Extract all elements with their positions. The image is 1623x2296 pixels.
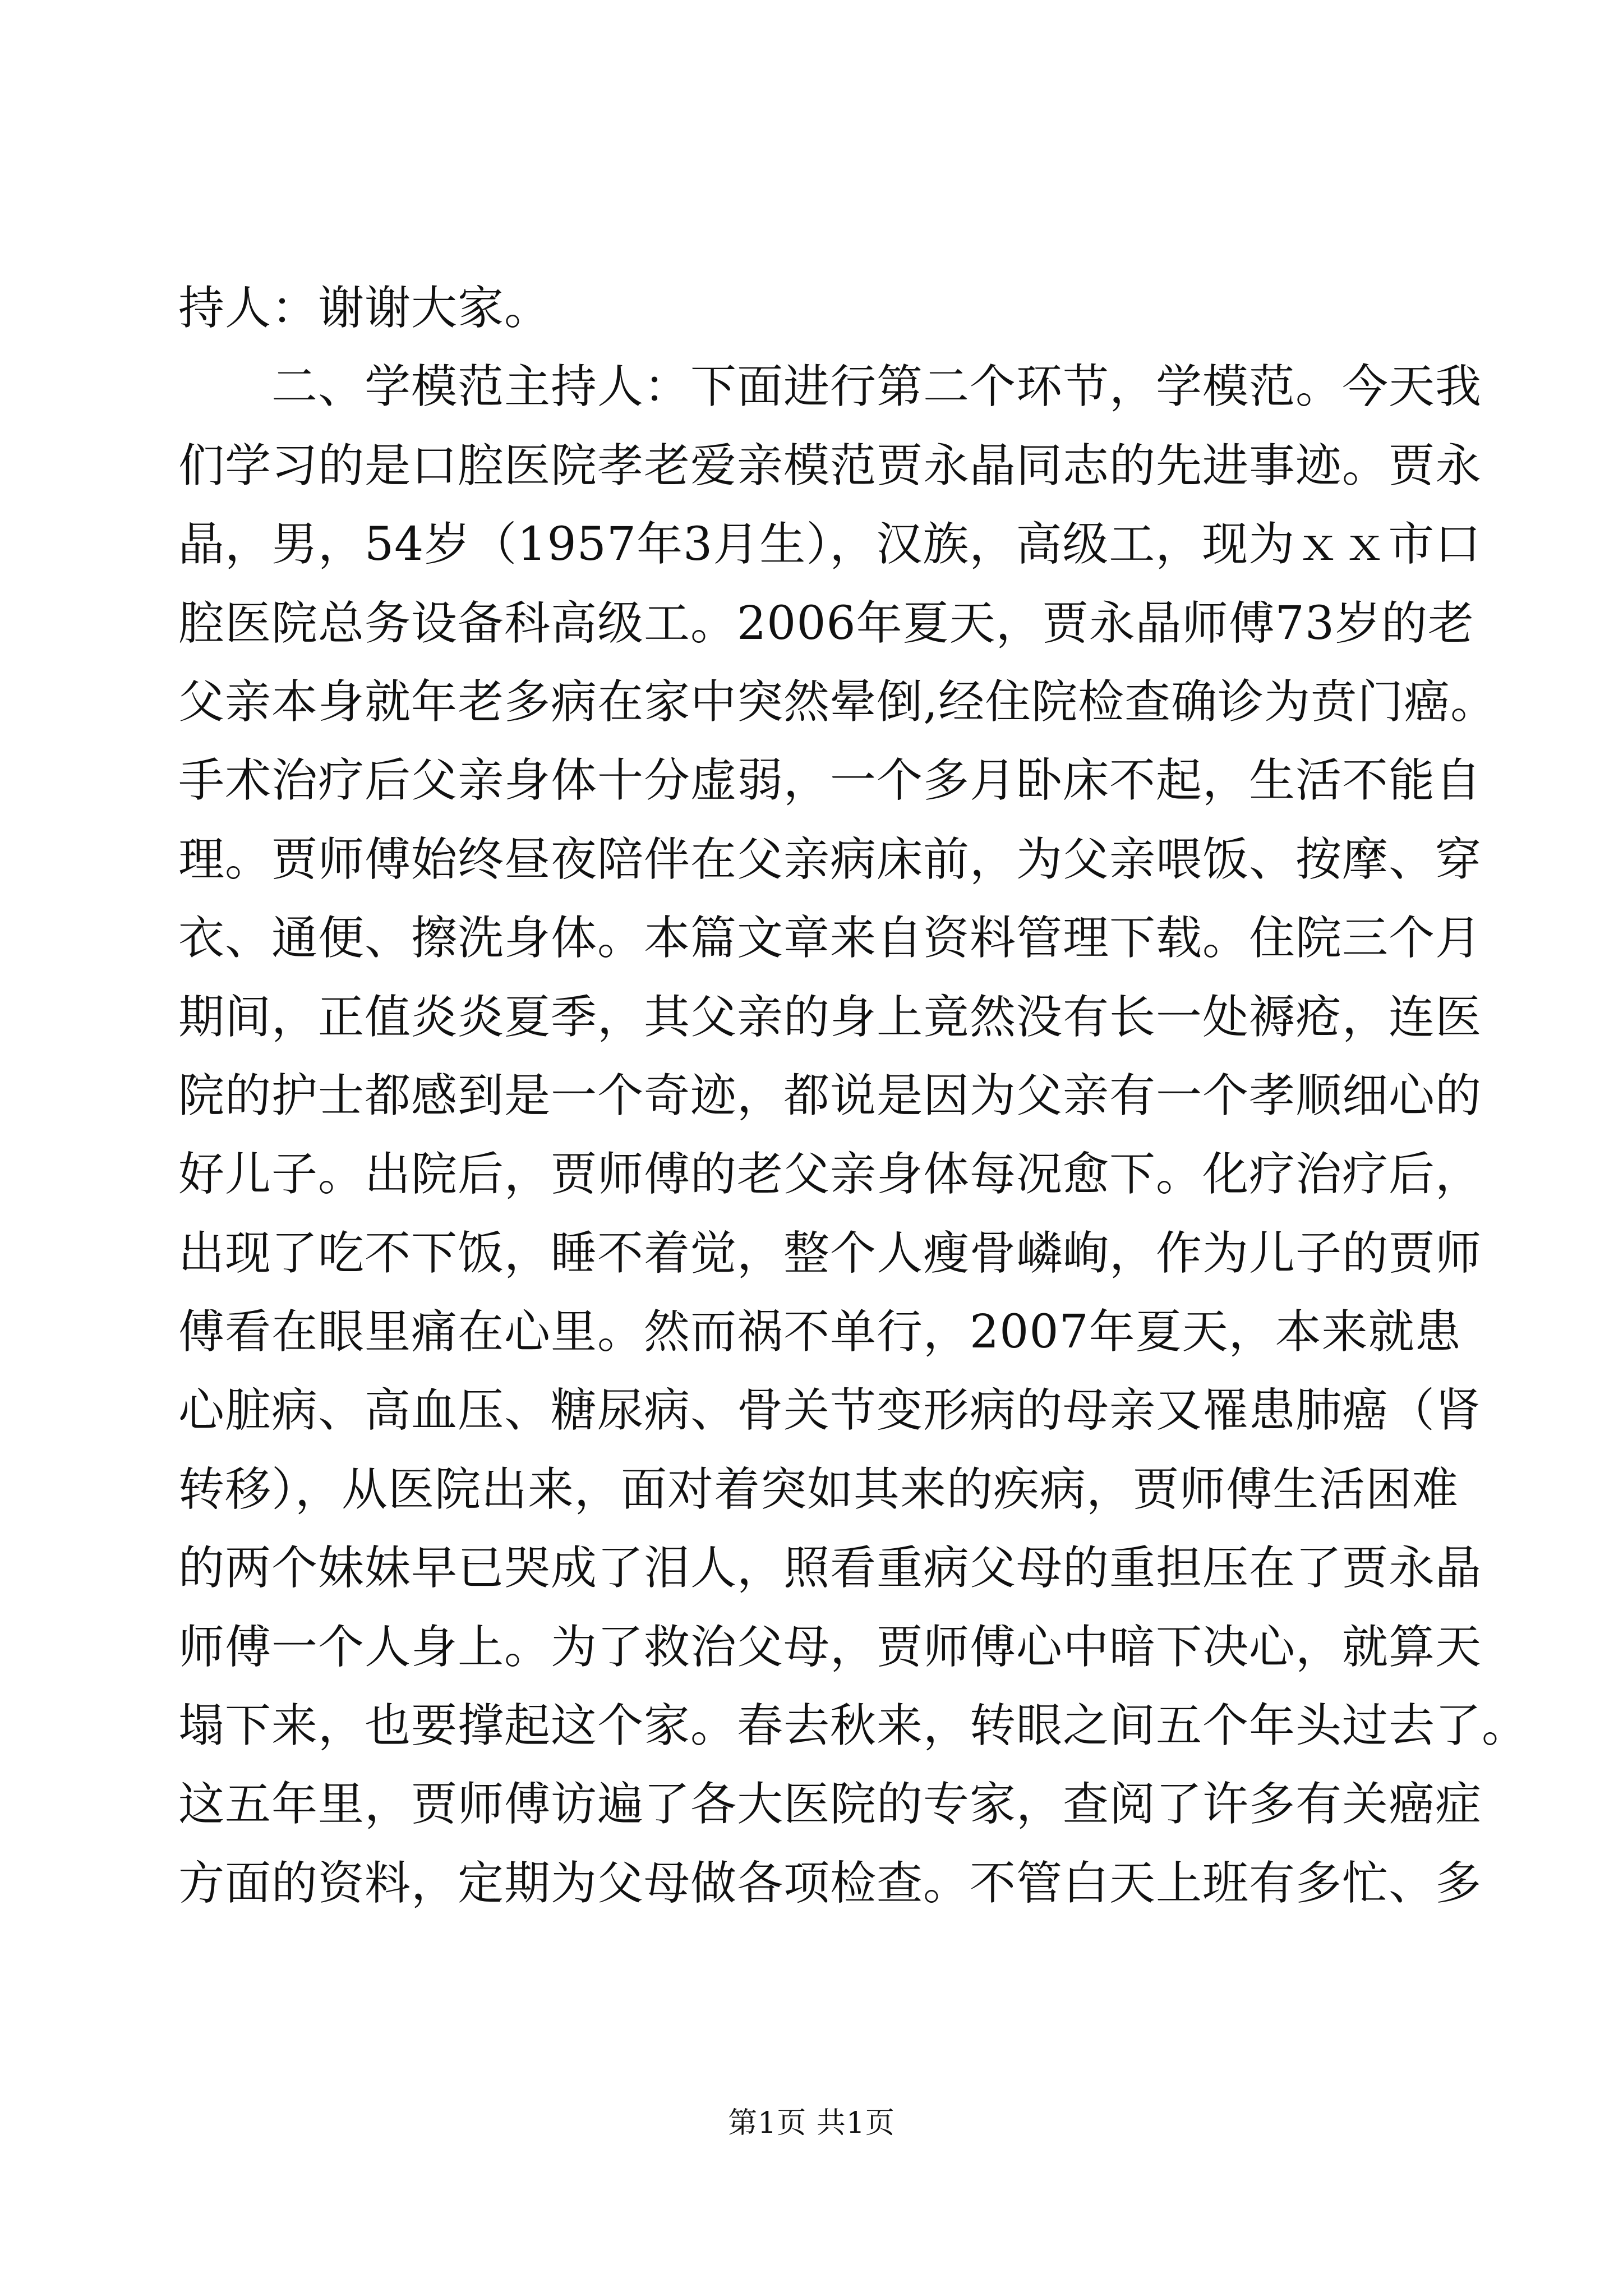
text-line: 父亲本身就年老多病在家中突然晕倒,经住院检查确诊为贲门癌。 [178, 675, 1497, 729]
document-body [178, 269, 1529, 1923]
text-line: 衣、通便、擦洗身体。本篇文章来自资料管理下载。住院三个月 [178, 912, 1482, 965]
text-line: 二、学模范主持人：下面进行第二个环节，学模范。今天我 [178, 360, 1482, 414]
text-line: 这五年里，贾师傅访遍了各大医院的专家，查阅了许多有关癌症 [178, 1778, 1482, 1832]
text-line: 期间，正值炎炎夏季，其父亲的身上竟然没有长一处褥疮，连医 [178, 990, 1482, 1044]
text-line: 理。贾师傅始终昼夜陪伴在父亲病床前，为父亲喂饭、按摩、穿 [178, 832, 1482, 886]
text-line: 的两个妹妹早已哭成了泪人，照看重病父母的重担压在了贾永晶 [178, 1542, 1482, 1595]
text-line: 们学习的是口腔医院孝老爱亲模范贾永晶同志的先进事迹。贾永 [178, 439, 1482, 493]
text-line: 院的护士都感到是一个奇迹，都说是因为父亲有一个孝顺细心的 [178, 1069, 1482, 1122]
text-line: 腔医院总务设备科高级工。2006年夏天，贾永晶师傅73岁的老 [178, 596, 1475, 650]
text-line: 持人：谢谢大家。 [178, 282, 551, 335]
text-line: 好儿子。出院后，贾师傅的老父亲身体每况愈下。化疗治疗后， [178, 1148, 1482, 1202]
text-line: 师傅一个人身上。为了救治父母，贾师傅心中暗下决心，就算天 [178, 1620, 1482, 1674]
text-line: 塌下来，也要撑起这个家。春去秋来，转眼之间五个年头过去了。 [178, 1699, 1529, 1753]
page-number-footer: 第1页 共1页 [728, 2106, 895, 2140]
text-line: 手术治疗后父亲身体十分虚弱，一个多月卧床不起，生活不能自 [178, 754, 1482, 808]
text-line: 转移），从医院出来，面对着突如其来的疾病，贾师傅生活困难 [178, 1462, 1459, 1516]
text-line: 心脏病、高血压、糖尿病、骨关节变形病的母亲又罹患肺癌（肾 [178, 1384, 1482, 1438]
text-line: 傅看在眼里痛在心里。然而祸不单行，2007年夏天，本来就患 [178, 1305, 1461, 1359]
text-line: 方面的资料，定期为父母做各项检查。不管白天上班有多忙、多 [178, 1856, 1482, 1910]
text-line: 晶，男，54岁（1957年3月生），汉族，高级工，现为ｘｘ市口 [178, 518, 1482, 572]
text-line: 出现了吃不下饭，睡不着觉，整个人瘦骨嶙峋，作为儿子的贾师 [178, 1226, 1482, 1280]
